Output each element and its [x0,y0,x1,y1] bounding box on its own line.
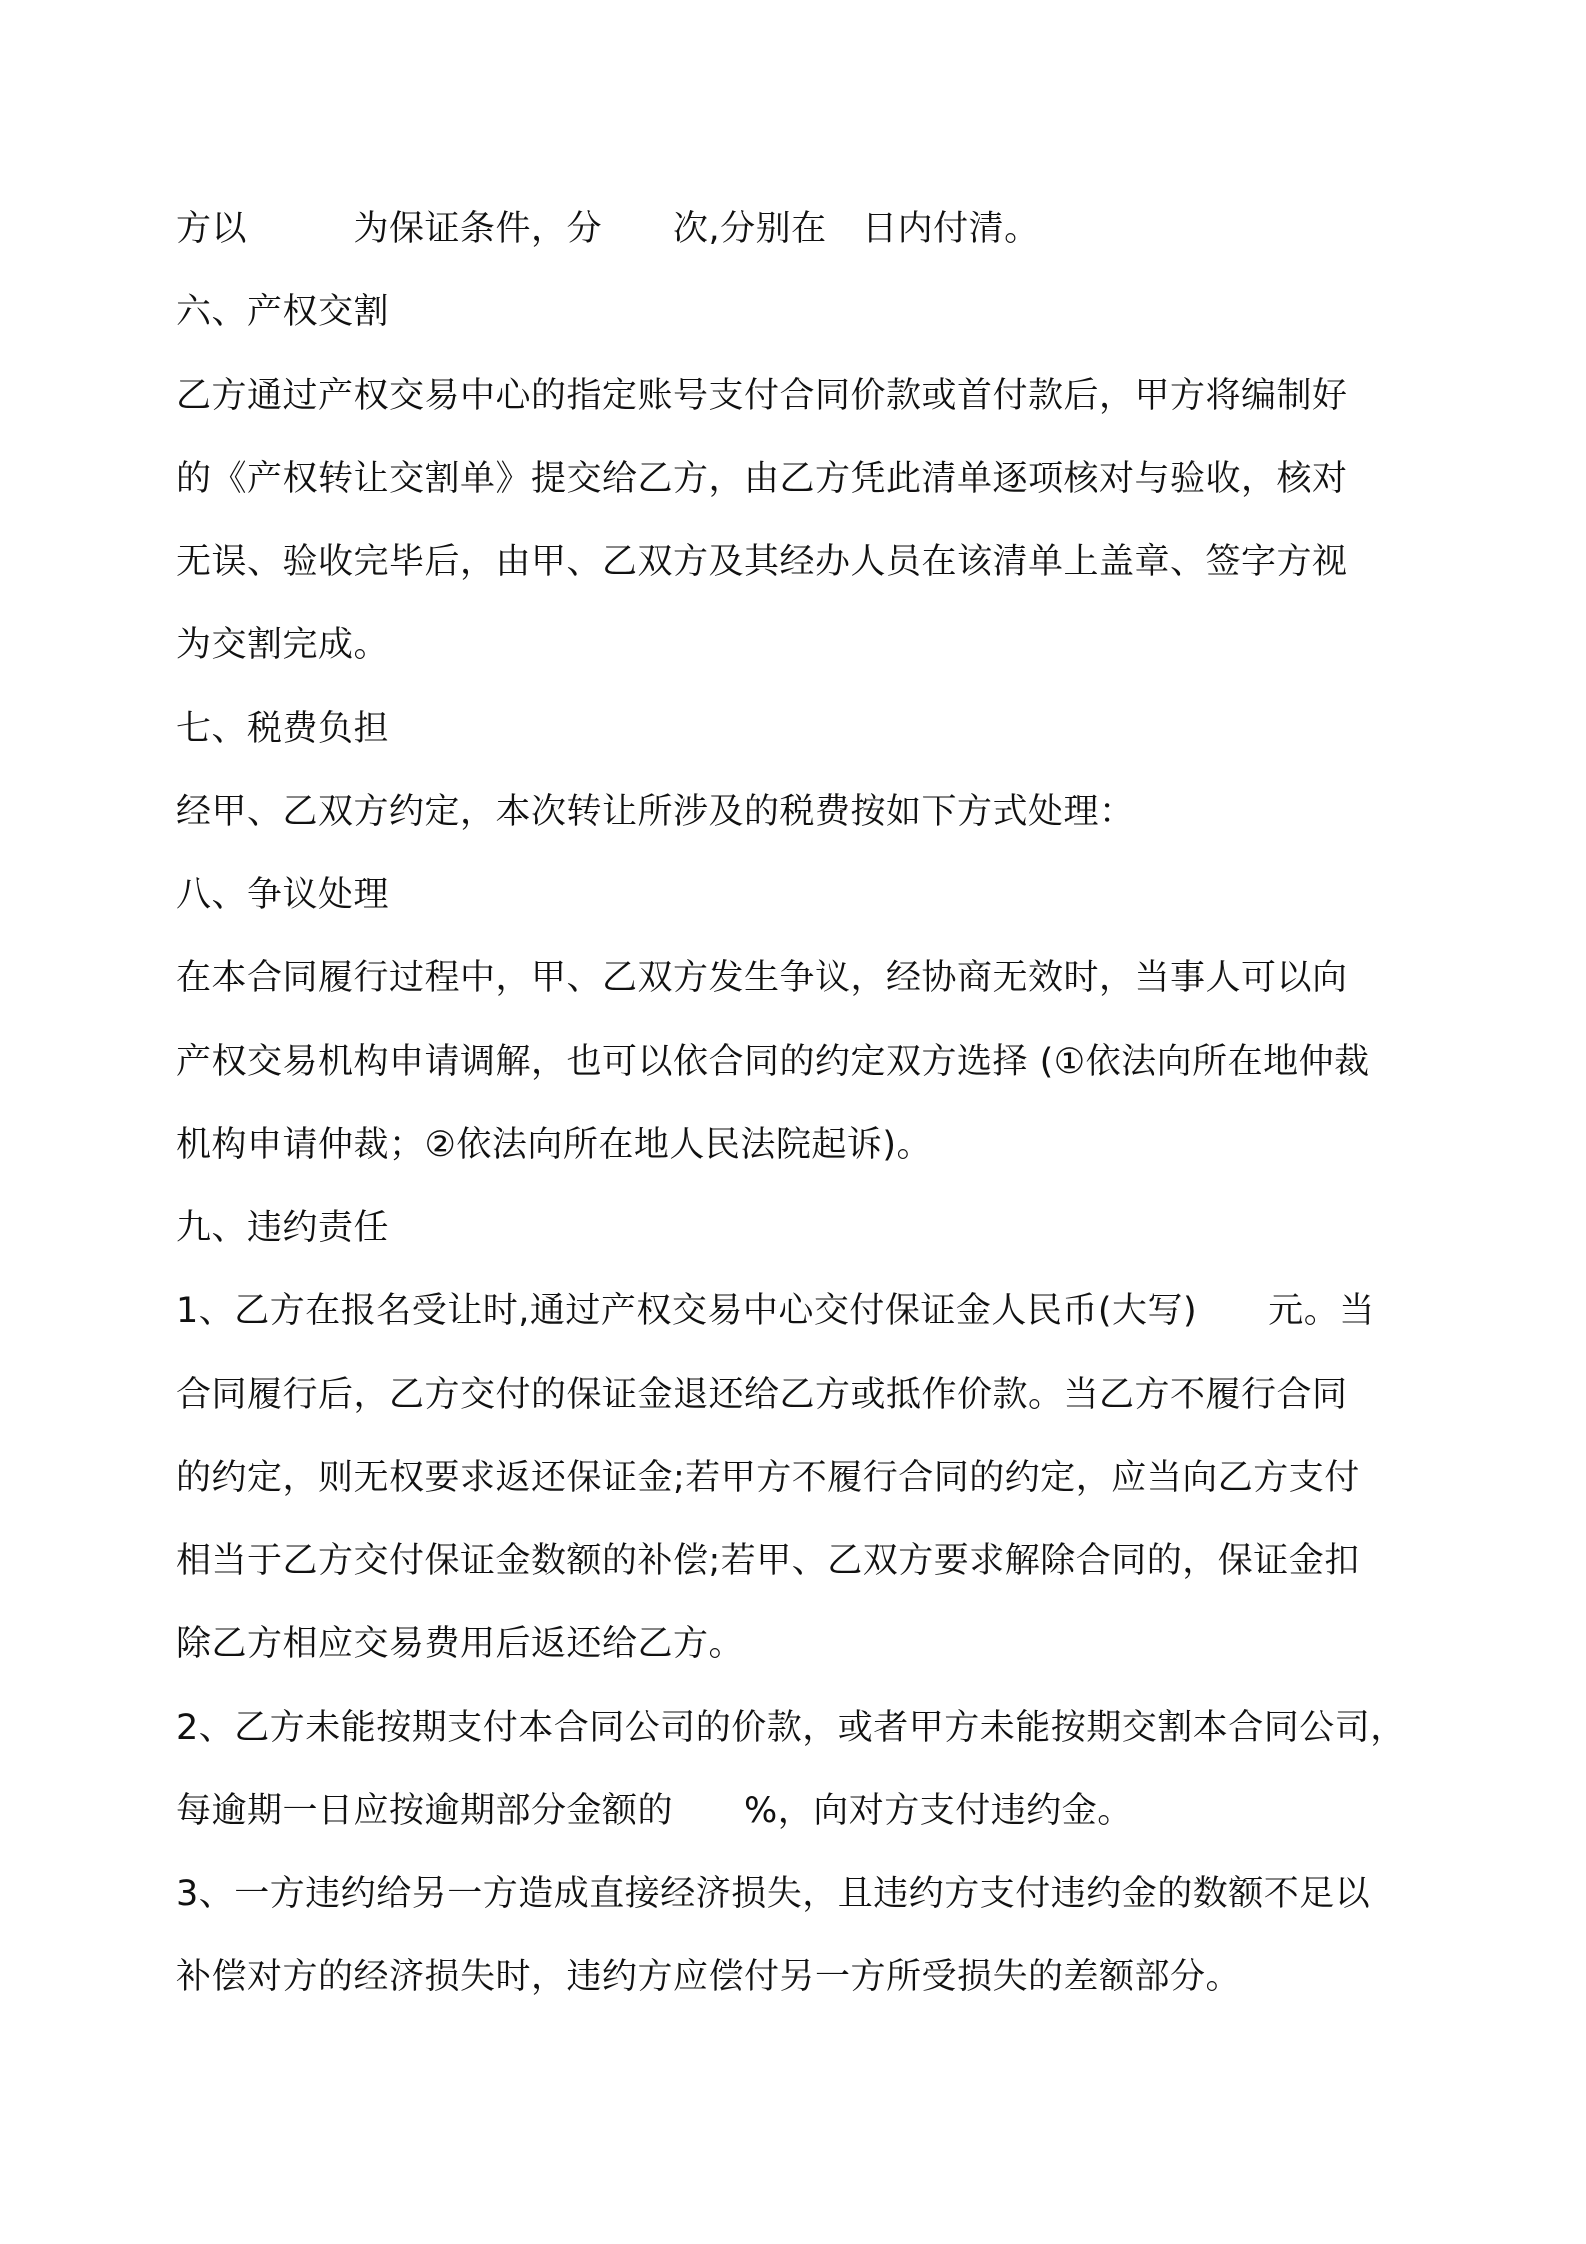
text-line: 机构申请仲裁；②依法向所在地人民法院起诉)。 [176,1125,933,1165]
section-heading-9: 九、违约责任 [176,1208,390,1248]
text-line: 产权交易机构申请调解，也可以依合同的约定双方选择 (①依法向所在地仲裁 [176,1042,1370,1082]
text-line: 1、乙方在报名受让时,通过产权交易中心交付保证金人民币(大写) 元。当 [176,1291,1375,1331]
text-line: 的约定，则无权要求返还保证金;若甲方不履行合同的约定，应当向乙方支付 [176,1458,1360,1498]
text-line: 2、乙方未能按期支付本合同公司的价款，或者甲方未能按期交割本合同公司， [176,1708,1406,1748]
text-line: 为交割完成。 [176,625,390,665]
text-line: 合同履行后，乙方交付的保证金退还给乙方或抵作价款。当乙方不履行合同 [176,1375,1348,1415]
text-line: 每逾期一日应按逾期部分金额的 %，向对方支付违约金。 [176,1791,1133,1831]
section-heading-6: 六、产权交割 [176,292,390,332]
section-heading-8: 八、争议处理 [176,875,390,915]
text-line: 除乙方相应交易费用后返还给乙方。 [176,1624,745,1664]
text-line: 3、一方违约给另一方造成直接经济损失，且违约方支付违约金的数额不足以 [176,1874,1371,1914]
text-line: 的《产权转让交割单》提交给乙方，由乙方凭此清单逐项核对与验收，核对 [176,459,1348,499]
text-line: 无误、验收完毕后，由甲、乙双方及其经办人员在该清单上盖章、签字方视 [176,542,1348,582]
text-line: 乙方通过产权交易中心的指定账号支付合同价款或首付款后，甲方将编制好 [176,376,1348,416]
text-line: 在本合同履行过程中，甲、乙双方发生争议，经协商无效时，当事人可以向 [176,958,1348,998]
text-line: 补偿对方的经济损失时，违约方应偿付另一方所受损失的差额部分。 [176,1957,1242,1997]
text-line: 方以 为保证条件，分 次,分别在 日内付清。 [176,209,1040,249]
text-line: 相当于乙方交付保证金数额的补偿;若甲、乙双方要求解除合同的，保证金扣 [176,1541,1360,1581]
text-line: 经甲、乙双方约定，本次转让所涉及的税费按如下方式处理： [176,792,1135,832]
section-heading-7: 七、税费负担 [176,709,390,749]
